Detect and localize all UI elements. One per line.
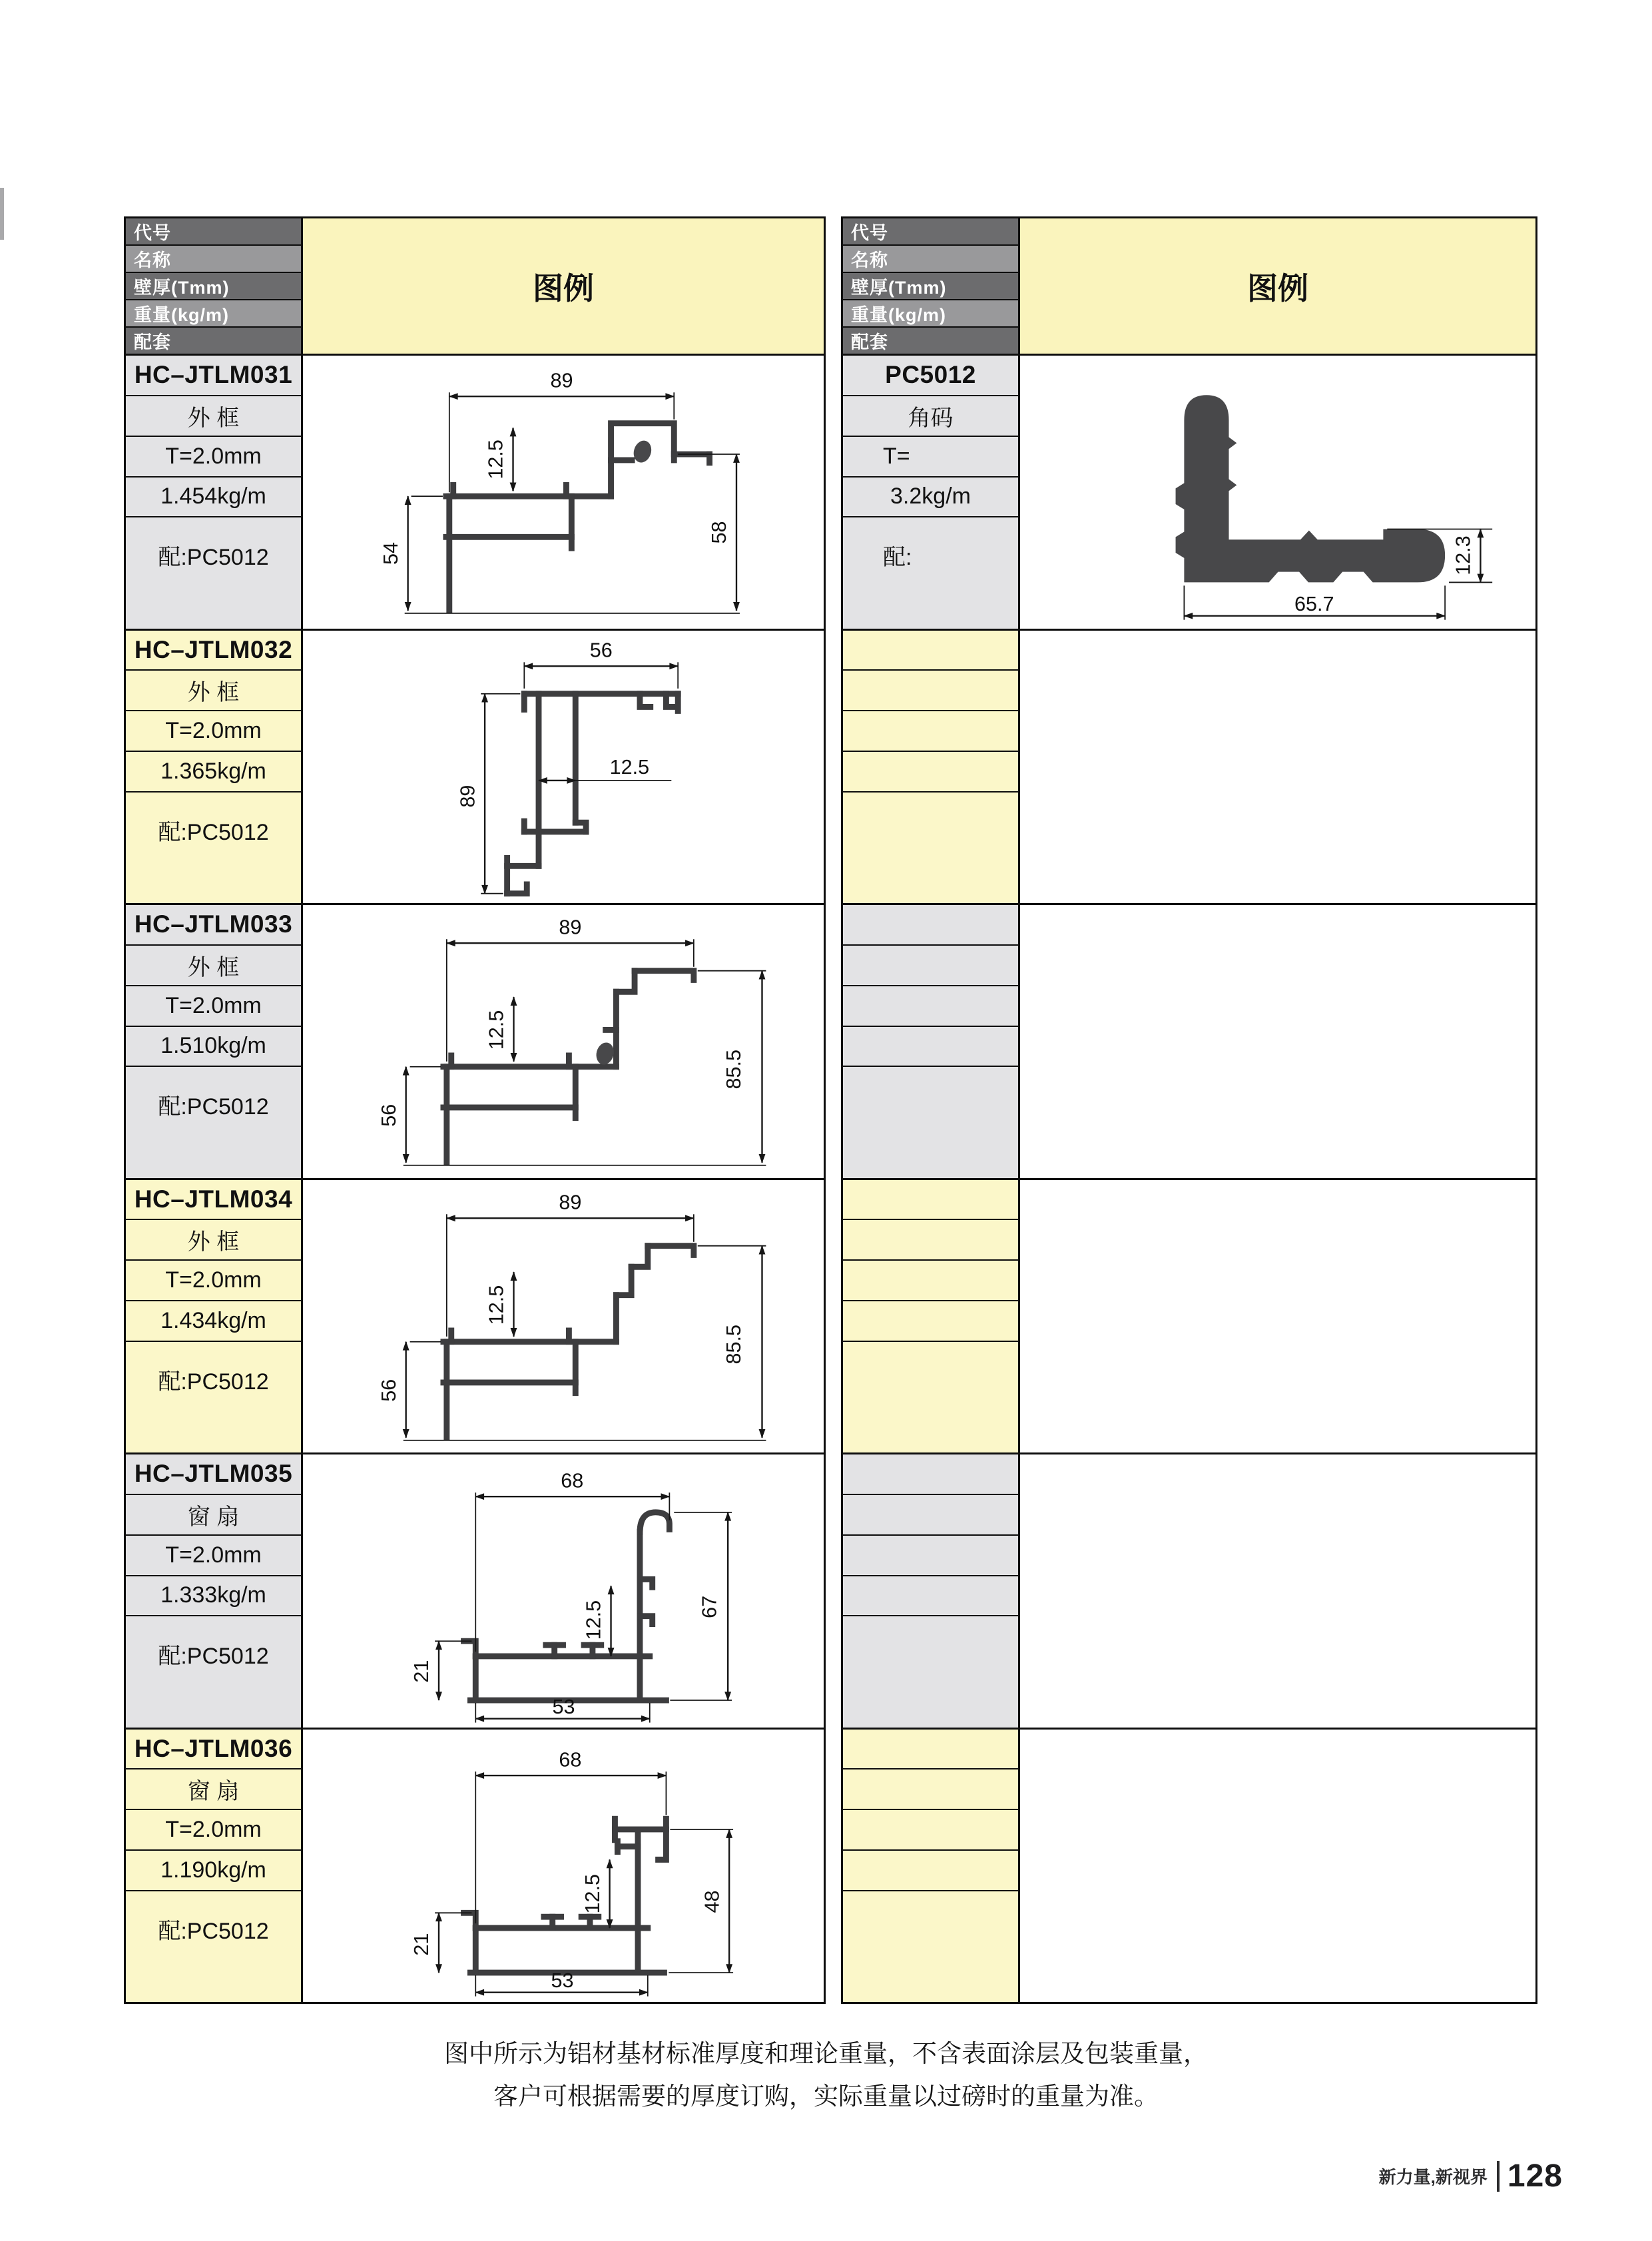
dim-left: 89 <box>456 785 479 808</box>
dim-inner: 12.5 <box>484 440 507 480</box>
dim-inner: 12.5 <box>609 755 650 779</box>
dim-top: 68 <box>559 1748 582 1771</box>
profile-section-hc-jtlm033 <box>126 905 824 1180</box>
header-accessory-label: 配套 <box>126 328 301 354</box>
header-thickness-label: 壁厚(Tmm) <box>843 273 1018 300</box>
profile-name: 外 框 <box>126 396 301 437</box>
dim-left: 21 <box>410 1933 433 1956</box>
profile-accessory: 配:PC5012 <box>126 1067 301 1177</box>
profile-thickness: T=2.0mm <box>126 1536 301 1576</box>
profile-name: 外 框 <box>126 946 301 986</box>
legend-header-cell: 图例 <box>1020 218 1535 354</box>
profile-code: HC–JTLM036 <box>126 1730 301 1770</box>
profile-weight: 1.365kg/m <box>126 752 301 793</box>
profile-drawing-033 <box>303 905 824 1178</box>
profile-name: 窗 扇 <box>126 1769 301 1810</box>
profile-thickness: T=2.0mm <box>126 986 301 1027</box>
profile-weight: 1.333kg/m <box>126 1576 301 1617</box>
header-weight-label: 重量(kg/m) <box>126 300 301 328</box>
empty-section-4 <box>843 1454 1535 1730</box>
profile-thickness: T=2.0mm <box>126 1261 301 1301</box>
profile-code: HC–JTLM034 <box>126 1180 301 1221</box>
empty-section-2 <box>843 905 1535 1180</box>
page-footer <box>1379 2158 1563 2194</box>
profile-drawing-036 <box>303 1730 824 2003</box>
empty-section-5 <box>843 1730 1535 2003</box>
profile-weight: 1.454kg/m <box>126 478 301 518</box>
empty-section-3 <box>843 1180 1535 1455</box>
brand-slogan: 新力量,新视界 <box>1378 2167 1488 2187</box>
header-weight-label: 重量(kg/m) <box>843 300 1018 328</box>
profile-thickness: T=2.0mm <box>126 437 301 478</box>
dim-bottom: 53 <box>552 1695 575 1718</box>
header-thickness-label: 壁厚(Tmm) <box>126 273 301 300</box>
dim-top: 56 <box>589 638 613 661</box>
dim-left: 21 <box>410 1660 433 1683</box>
profile-thickness: T=2.0mm <box>126 711 301 752</box>
profile-drawing-034 <box>303 1180 824 1453</box>
right-accessory-table <box>841 216 1537 2004</box>
footer-note-line2: 客户可根据需要的厚度订购，实际重量以过磅时的重量为准。 <box>493 2082 1159 2110</box>
profile-drawing-031 <box>303 356 824 629</box>
accessory-weight: 3.2kg/m <box>843 478 1018 518</box>
dim-inner: 12.5 <box>485 1285 508 1325</box>
profile-section-hc-jtlm034 <box>126 1180 824 1455</box>
accessory-section-pc5012 <box>843 356 1535 631</box>
dim-right: 12.3 <box>1452 535 1475 575</box>
left-header-labels <box>126 218 303 354</box>
dim-bottom: 53 <box>551 1969 574 1992</box>
profile-section-hc-jtlm035 <box>126 1454 824 1730</box>
profile-code: HC–JTLM032 <box>126 631 301 671</box>
dim-left: 56 <box>377 1379 400 1402</box>
dim-right: 85.5 <box>722 1049 745 1090</box>
header-name-label: 名称 <box>843 246 1018 273</box>
header-code-label: 代号 <box>843 218 1018 246</box>
profile-section-hc-jtlm036 <box>126 1730 824 2003</box>
profile-code: HC–JTLM031 <box>126 356 301 396</box>
profile-weight: 1.434kg/m <box>126 1301 301 1342</box>
dim-top: 89 <box>559 916 582 939</box>
left-bleed-mark <box>0 188 4 240</box>
profile-thickness: T=2.0mm <box>126 1810 301 1851</box>
footer-note <box>0 2033 1652 2118</box>
dim-right: 48 <box>700 1890 724 1913</box>
profile-weight: 1.190kg/m <box>126 1851 301 1891</box>
profile-name: 外 框 <box>126 1220 301 1261</box>
profile-section-hc-jtlm032 <box>126 631 824 906</box>
dim-left: 54 <box>379 542 402 565</box>
header-code-label: 代号 <box>126 218 301 246</box>
dim-inner: 12.5 <box>485 1010 508 1050</box>
footer-divider <box>1497 2161 1500 2192</box>
dim-top: 89 <box>559 1190 582 1213</box>
accessory-thickness: T= <box>843 437 1018 478</box>
profile-drawing-032 <box>303 631 824 904</box>
header-name-label: 名称 <box>126 246 301 273</box>
profile-name: 窗 扇 <box>126 1495 301 1536</box>
profile-weight: 1.510kg/m <box>126 1027 301 1068</box>
legend-header-cell: 图例 <box>303 218 824 354</box>
accessory-name: 角码 <box>843 396 1018 437</box>
profile-accessory: 配:PC5012 <box>126 1616 301 1727</box>
dim-right: 58 <box>708 521 731 544</box>
dim-right: 85.5 <box>722 1324 745 1364</box>
left-table-header <box>126 218 824 356</box>
profile-code: HC–JTLM033 <box>126 905 301 946</box>
dim-top: 89 <box>550 369 573 392</box>
dim-right: 67 <box>698 1595 721 1618</box>
dim-left: 56 <box>377 1104 400 1127</box>
footer-note-line1: 图中所示为铝材基材标准厚度和理论重量，不含表面涂层及包装重量， <box>444 2040 1208 2067</box>
dim-inner: 12.5 <box>581 1873 604 1913</box>
accessory-accessory: 配: <box>843 517 1018 628</box>
profile-name: 外 框 <box>126 671 301 711</box>
dim-bottom: 65.7 <box>1294 592 1334 615</box>
profile-accessory: 配:PC5012 <box>126 517 301 628</box>
profile-drawing-035 <box>303 1454 824 1728</box>
accessory-code: PC5012 <box>843 356 1018 396</box>
empty-section-1 <box>843 631 1535 906</box>
accessory-drawing-pc5012 <box>1020 356 1535 629</box>
left-profile-table <box>124 216 826 2004</box>
profile-code: HC–JTLM035 <box>126 1454 301 1495</box>
profile-accessory: 配:PC5012 <box>126 1891 301 2002</box>
dim-inner: 12.5 <box>582 1600 605 1640</box>
profile-section-hc-jtlm031 <box>126 356 824 631</box>
page-number: 128 <box>1507 2158 1563 2194</box>
profile-accessory: 配:PC5012 <box>126 1342 301 1452</box>
right-header-labels <box>843 218 1020 354</box>
right-table-header <box>843 218 1535 356</box>
profile-accessory: 配:PC5012 <box>126 793 301 903</box>
dim-top: 68 <box>561 1469 584 1492</box>
header-accessory-label: 配套 <box>843 328 1018 354</box>
